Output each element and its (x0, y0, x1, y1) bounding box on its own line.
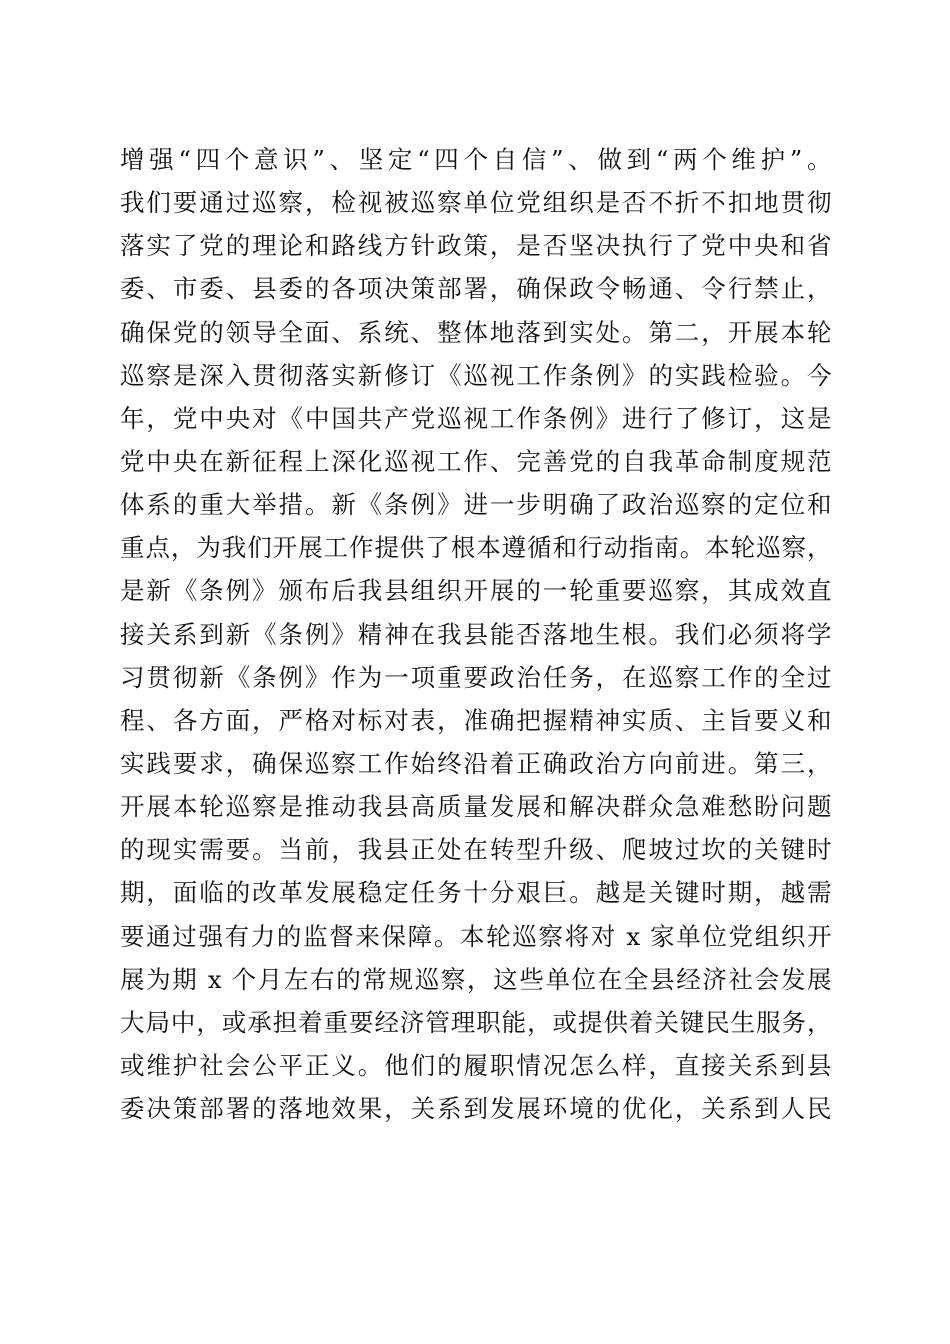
text-line: 确保党的领导全面、系统、整体地落到实处。第二，开展本轮 (120, 317, 832, 347)
text-line: 的现实需要。当前，我县正处在转型升级、爬坡过坎的关键时 (120, 835, 832, 865)
text-line: 党中央在新征程上深化巡视工作、完善党的自我革命制度规范 (120, 446, 832, 476)
text-line: 落实了党的理论和路线方针政策，是否坚决执行了党中央和省 (120, 231, 832, 261)
text-line: 委决策部署的落地效果，关系到发展环境的优化，关系到人民 (120, 1094, 832, 1124)
text-line: 大局中，或承担着重要经济管理职能，或提供着关键民生服务， (120, 1007, 832, 1037)
text-line: 习贯彻新《条例》作为一项重要政治任务，在巡察工作的全过 (120, 662, 832, 692)
body-paragraph (120, 138, 832, 1130)
text-line: 我们要通过巡察，检视被巡察单位党组织是否不折不扣地贯彻 (120, 188, 832, 218)
text-line: 实践要求，确保巡察工作始终沿着正确政治方向前进。第三， (120, 748, 832, 778)
text-line: 期，面临的改革发展稳定任务十分艰巨。越是关键时期，越需 (120, 878, 832, 908)
text-line: 展为期 x 个月左右的常规巡察，这些单位在全县经济社会发展 (120, 964, 832, 994)
text-line: 要通过强有力的监督来保障。本轮巡察将对 x 家单位党组织开 (120, 921, 832, 951)
text-line: 委、市委、县委的各项决策部署，确保政令畅通、令行禁止， (120, 274, 832, 304)
text-line: 程、各方面，严格对标对表，准确把握精神实质、主旨要义和 (120, 705, 832, 735)
text-line: 或维护社会公平正义。他们的履职情况怎么样，直接关系到县 (120, 1050, 832, 1080)
text-line: 增强“四个意识”、坚定“四个自信”、做到“两个维护”。 (120, 145, 832, 174)
text-line: 是新《条例》颁布后我县组织开展的一轮重要巡察，其成效直 (120, 576, 832, 606)
text-line: 体系的重大举措。新《条例》进一步明确了政治巡察的定位和 (120, 490, 832, 520)
text-line: 巡察是深入贯彻落实新修订《巡视工作条例》的实践检验。今 (120, 360, 832, 390)
text-line: 年，党中央对《中国共产党巡视工作条例》进行了修订，这是 (120, 403, 832, 433)
text-line: 开展本轮巡察是推动我县高质量发展和解决群众急难愁盼问题 (120, 792, 832, 822)
text-line: 接关系到新《条例》精神在我县能否落地生根。我们必须将学 (120, 619, 832, 649)
text-line: 重点，为我们开展工作提供了根本遵循和行动指南。本轮巡察， (120, 533, 832, 563)
